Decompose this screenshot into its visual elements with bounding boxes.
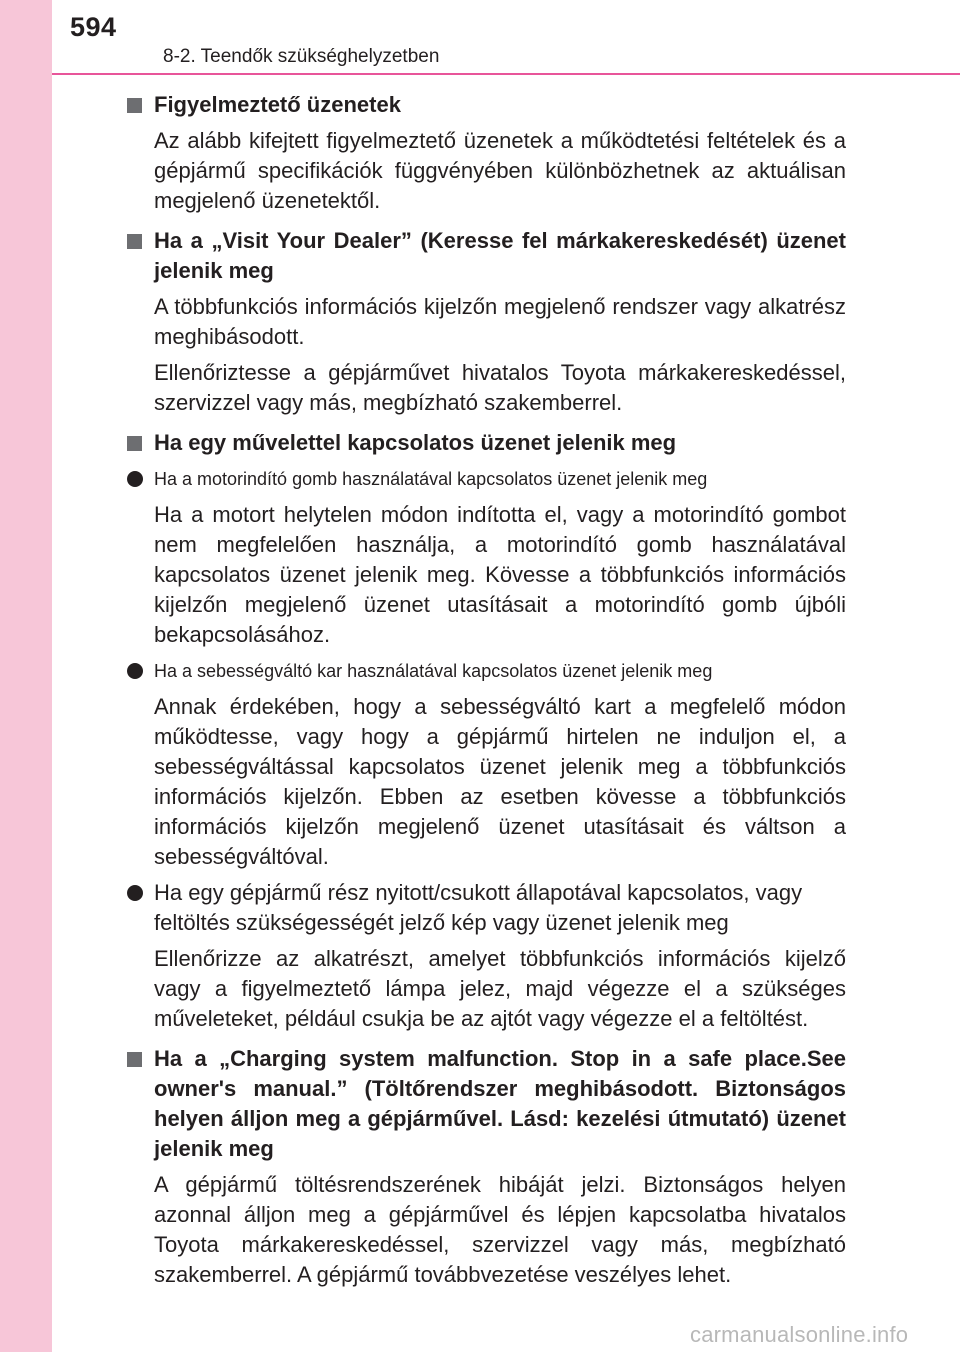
body-paragraph: Annak érdekében, hogy a sebességváltó kart a megfelelő módon működtesse, vagy hogy a gépjármű hirtelen ne induljon el, a sebességváltással kapcsolatos üzenet jelenik meg a többfunkciós információs kijelzőn. Ebben az esetben kövesse a többfunkciós információs kijelzőn megjelenő üzenet utasításait és váltson a sebességváltóval. xyxy=(154,694,846,869)
heading-square-icon xyxy=(127,436,142,451)
heading-text: Figyelmeztető üzenetek xyxy=(154,92,401,117)
section-heading xyxy=(126,1044,846,1164)
body-paragraph: A gépjármű töltésrendszerének hibáját jelzi. Biztonságos helyen azonnal álljon meg a gépjárművel és lépjen kapcsolatba hivatalos Toyota márkakereskedéssel, szervizzel vagy más, megbízható szakemberrel. A gépjármű továbbvezetése veszélyes lehet. xyxy=(154,1172,846,1287)
page-content xyxy=(126,90,846,1296)
heading-text: Ha egy művelettel kapcsolatos üzenet jelenik meg xyxy=(154,430,677,455)
heading-text: Ha a „Visit Your Dealer” (Keresse fel márkakereskedését) üzenet jelenik meg xyxy=(154,228,846,283)
section-heading xyxy=(126,226,846,286)
section-title: 8-2. Teendők szükséghelyzetben xyxy=(163,46,440,67)
bullet-dot-icon xyxy=(127,663,143,679)
bullet-title: Ha egy gépjármű rész nyitott/csukott állapotával kapcsolatos, vagy feltöltés szükségességét jelző kép vagy üzenet jelenik meg xyxy=(154,880,803,935)
page-side-tab xyxy=(0,0,52,1352)
body-paragraph: Ha a motort helytelen módon indította el, vagy a motorindító gombot nem megfelelően használja, a motorindító gomb használatával kapcsolatos üzenet jelenik meg. Kövesse a többfunkciós információs kijelzőn megjelenő üzenet utasításait a motorindító gomb újbóli bekapcsolásához. xyxy=(154,502,846,647)
heading-square-icon xyxy=(127,234,142,249)
header-rule xyxy=(52,73,960,75)
heading-square-icon xyxy=(127,1052,142,1067)
bullet-title: Ha a sebességváltó kar használatával kapcsolatos üzenet jelenik meg xyxy=(154,661,713,681)
bullet-item xyxy=(126,464,846,494)
body-paragraph: Ellenőriztesse a gépjárművet hivatalos Toyota márkakereskedéssel, szervizzel vagy más, megbízható szakemberrel. xyxy=(154,360,846,415)
section-heading xyxy=(126,90,846,120)
body-paragraph: A többfunkciós információs kijelzőn megjelenő rendszer vagy alkatrész meghibásodott. xyxy=(154,294,846,349)
watermark: carmanualsonline.info xyxy=(690,1322,909,1347)
bullet-dot-icon xyxy=(127,471,143,487)
page-number: 594 xyxy=(70,12,117,42)
heading-square-icon xyxy=(127,98,142,113)
body-paragraph: Az alább kifejtett figyelmeztető üzenetek a működtetési feltételek és a gépjármű specifikációk függvényében különbözhetnek az aktuálisan megjelenő üzenetektől. xyxy=(154,128,846,213)
body-paragraph: Ellenőrizze az alkatrészt, amelyet többfunkciós információs kijelző vagy a figyelmeztető lámpa jelez, majd végezze el a szükséges műveleteket, például csukja be az ajtót vagy végezze el a feltöltést. xyxy=(154,946,846,1031)
heading-text: Ha a „Charging system malfunction. Stop in a safe place.See owner's manual.” (Töltőrendszer meghibásodott. Biztonságos helyen álljon meg a gépjárművel. Lásd: kezelési útmutató) üzenet jelenik meg xyxy=(154,1046,846,1161)
section-heading xyxy=(126,428,846,458)
bullet-title: Ha a motorindító gomb használatával kapcsolatos üzenet jelenik meg xyxy=(154,469,708,489)
bullet-item xyxy=(126,656,846,686)
bullet-dot-icon xyxy=(127,885,143,901)
bullet-item xyxy=(126,878,846,938)
